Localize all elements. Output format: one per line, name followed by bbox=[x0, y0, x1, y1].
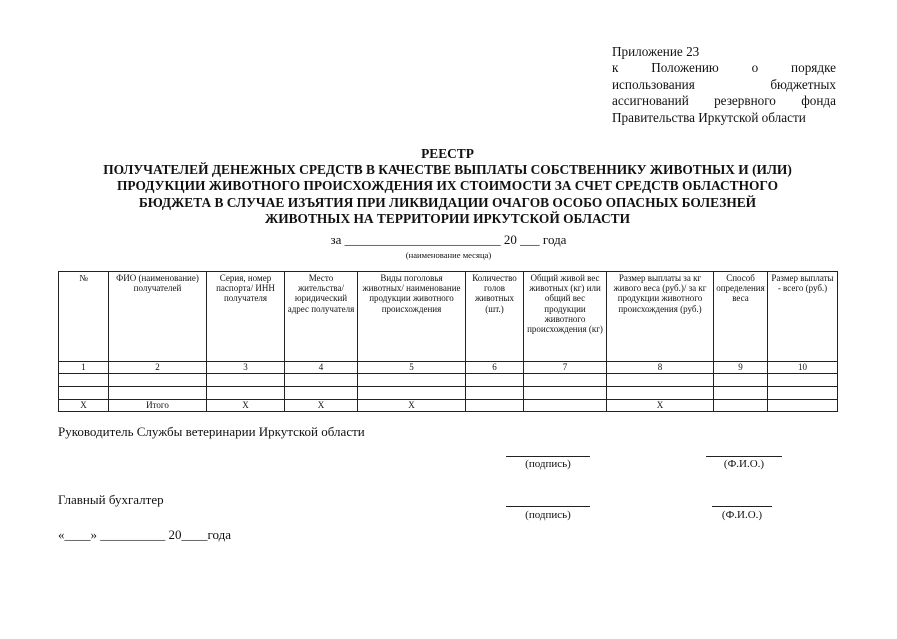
total-cell: Х bbox=[285, 400, 358, 412]
title-line: БЮДЖЕТА В СЛУЧАЕ ИЗЪЯТИЯ ПРИ ЛИКВИДАЦИИ ОЧАГОВ ОСОБО ОПАСНЫХ БОЛЕЗНЕЙ bbox=[138, 194, 757, 210]
accountant-signature-hint: (подпись) bbox=[525, 509, 571, 521]
date-line: «____» __________ 20____года bbox=[58, 527, 232, 542]
period-line: за ________________________ 20 ___ года bbox=[330, 232, 567, 247]
title-heading: РЕЕСТР bbox=[421, 146, 474, 161]
column-number: 5 bbox=[358, 362, 466, 374]
register-table bbox=[58, 271, 838, 412]
column-header: № bbox=[59, 272, 109, 362]
column-header: Способ определения веса bbox=[714, 272, 768, 362]
column-number-row bbox=[59, 362, 838, 374]
column-number: 2 bbox=[109, 362, 207, 374]
accountant-name-hint: (Ф.И.О.) bbox=[721, 509, 763, 521]
column-number: 9 bbox=[714, 362, 768, 374]
head-name-hint: (Ф.И.О.) bbox=[723, 458, 765, 470]
total-cell: Х bbox=[358, 400, 466, 412]
column-number: 6 bbox=[466, 362, 524, 374]
column-number: 8 bbox=[607, 362, 714, 374]
table-header-row bbox=[59, 272, 838, 362]
total-cell bbox=[524, 400, 607, 412]
appendix-line: Приложение 23 bbox=[612, 44, 700, 59]
column-header: Серия, номер паспорта/ ИНН получателя bbox=[207, 272, 285, 362]
title-line: ПОЛУЧАТЕЛЕЙ ДЕНЕЖНЫХ СРЕДСТВ В КАЧЕСТВЕ ВЫПЛАТЫ СОБСТВЕННИКУ ЖИВОТНЫХ И (ИЛИ) bbox=[103, 162, 792, 178]
total-cell: Х bbox=[59, 400, 109, 412]
accountant-name-line bbox=[712, 506, 772, 507]
total-cell: Х bbox=[607, 400, 714, 412]
column-header: Размер выплаты - всего (руб.) bbox=[768, 272, 838, 362]
column-number: 10 bbox=[768, 362, 838, 374]
appendix-line: использования бюджетных bbox=[612, 76, 836, 92]
column-number: 4 bbox=[285, 362, 358, 374]
appendix-line: ассигнований резервного фонда bbox=[612, 93, 836, 109]
total-cell bbox=[466, 400, 524, 412]
accountant-signature-line bbox=[506, 506, 590, 507]
total-cell bbox=[768, 400, 838, 412]
column-header: Количество голов животных (шт.) bbox=[466, 272, 524, 362]
column-number: 7 bbox=[524, 362, 607, 374]
table-row bbox=[59, 387, 838, 400]
column-number: 3 bbox=[207, 362, 285, 374]
total-cell: Х bbox=[207, 400, 285, 412]
head-signature-line bbox=[506, 456, 590, 457]
title-line: ЖИВОТНЫХ НА ТЕРРИТОРИИ ИРКУТСКОЙ ОБЛАСТИ bbox=[264, 210, 631, 226]
column-number: 1 bbox=[59, 362, 109, 374]
period-hint: (наименование месяца) bbox=[405, 250, 492, 260]
column-header: Место жительства/ юридический адрес получателя bbox=[285, 272, 358, 362]
column-header: Общий живой вес животных (кг) или общий вес продукции животного происхождения (кг) bbox=[524, 272, 607, 362]
head-name-line bbox=[706, 456, 782, 457]
column-header: ФИО (наименование) получателей bbox=[109, 272, 207, 362]
column-header: Виды поголовья животных/ наименование продукции животного происхождения bbox=[358, 272, 466, 362]
column-header: Размер выплаты за кг живого веса (руб.)/ за кг продукции животного происхождения (руб.) bbox=[607, 272, 714, 362]
appendix-note bbox=[612, 44, 836, 126]
head-signature-hint: (подпись) bbox=[525, 458, 571, 470]
head-signature-label: Руководитель Службы ветеринарии Иркутской области bbox=[58, 424, 365, 439]
appendix-line: к Положению о порядке bbox=[612, 60, 836, 76]
table-row bbox=[59, 374, 838, 387]
document-title bbox=[40, 146, 855, 227]
total-cell: Итого bbox=[109, 400, 207, 412]
total-row bbox=[59, 400, 838, 412]
appendix-line: Правительства Иркутской области bbox=[612, 109, 806, 125]
accountant-signature-label: Главный бухгалтер bbox=[58, 492, 164, 507]
title-line: ПРОДУКЦИИ ЖИВОТНОГО ПРОИСХОЖДЕНИЯ ИХ СТОИМОСТИ ЗА СЧЕТ СРЕДСТВ ОБЛАСТНОГО bbox=[116, 178, 779, 194]
total-cell bbox=[714, 400, 768, 412]
